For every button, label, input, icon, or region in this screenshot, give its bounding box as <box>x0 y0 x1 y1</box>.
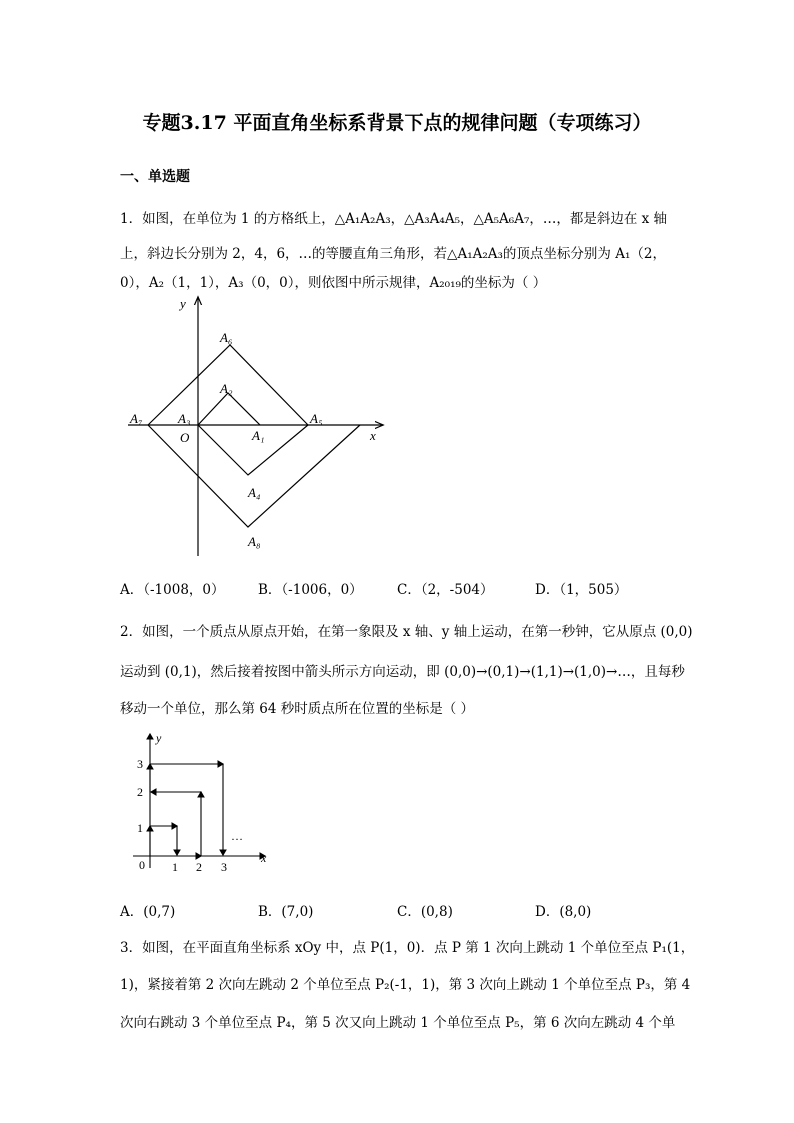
page-title: 专题3.17 平面直角坐标系背景下点的规律问题（专项练习） <box>142 112 652 134</box>
q2-option-d[interactable]: D．(8,0) <box>535 904 592 920</box>
q1-option-d[interactable]: D．（1，505） <box>535 582 628 598</box>
label-x1: 1 <box>172 860 178 874</box>
q1-text-line-3: 0），A₂（1，1），A₃（0，0），则依图中所示规律，A₂₀₁₉的坐标为（ ） <box>120 275 547 291</box>
triangle-a1a2a3 <box>198 393 260 425</box>
label-y: y <box>180 296 186 311</box>
q1-option-b[interactable]: B．（-1006，0） <box>258 582 363 598</box>
q2-option-b[interactable]: B．(7,0) <box>258 904 314 920</box>
label-ellipsis: … <box>231 829 243 843</box>
q1-text-line-2: 上，斜边长分别为 2，4，6，…的等腰直角三角形，若△A₁A₂A₃的顶点坐标分别为 A₁（2， <box>120 246 666 262</box>
label-a5: A₅ <box>310 411 323 426</box>
q2-figure <box>125 728 285 878</box>
q2-option-c[interactable]: C．(0,8) <box>397 904 453 920</box>
label-a6: A₆ <box>220 330 233 345</box>
section-heading: 一、单选题 <box>120 169 190 185</box>
label-y1: 1 <box>137 821 143 835</box>
q2-text-line-1: 2．如图，一个质点从原点开始，在第一象限及 x 轴、y 轴上运动，在第一秒钟，它从原点 (0,0) <box>120 624 693 640</box>
q3-text-line-1: 3．如图，在平面直角坐标系 xOy 中，点 P(1，0)．点 P 第 1 次向上跳动 1 个单位至点 P₁(1， <box>120 940 695 956</box>
label-x: x <box>370 428 376 443</box>
label-origin: O <box>180 430 190 445</box>
q1-option-c[interactable]: C．（2，-504） <box>397 582 494 598</box>
label-a7: A₇ <box>130 411 143 426</box>
label-y2: 2 <box>137 785 143 799</box>
label-a3: A₃ <box>178 411 191 426</box>
label-a2: A₂ <box>220 381 233 396</box>
label-y3: 3 <box>137 757 143 771</box>
label-a4: A₄ <box>248 485 261 500</box>
label-x3: 3 <box>221 860 227 874</box>
label-a8: A₈ <box>248 534 261 549</box>
q1-text-line-1: 1．如图，在单位为 1 的方格纸上，△A₁A₂A₃，△A₃A₄A₅，△A₅A₆A₇，…，都是斜边在 x 轴 <box>120 211 668 227</box>
q1-option-a[interactable]: A．（-1008，0） <box>120 582 225 598</box>
q3-text-line-3: 次向右跳动 3 个单位至点 P₄，第 5 次又向上跳动 1 个单位至点 P₅，第 6 次向左跳动 4 个单 <box>120 1015 676 1031</box>
q2-text-line-3: 移动一个单位，那么第 64 秒时质点所在位置的坐标是（ ） <box>120 701 475 717</box>
label-origin: 0 <box>139 858 145 872</box>
label-a1: A₁ <box>252 428 265 443</box>
label-x2: 2 <box>196 860 202 874</box>
q3-text-line-2: 1)，紧接着第 2 次向左跳动 2 个单位至点 P₂(-1，1)，第 3 次向上跳动 1 个单位至点 P₃，第 4 <box>120 977 691 993</box>
label-y: y <box>156 731 162 745</box>
q2-option-a[interactable]: A．(0,7) <box>120 904 176 920</box>
q2-text-line-2: 运动到 (0,1)，然后接着按图中箭头所示方向运动，即 (0,0)→(0,1)→(1,1)→(1,0)→…，且每秒 <box>120 664 685 680</box>
label-x: x <box>261 851 267 865</box>
q1-figure <box>120 290 400 560</box>
